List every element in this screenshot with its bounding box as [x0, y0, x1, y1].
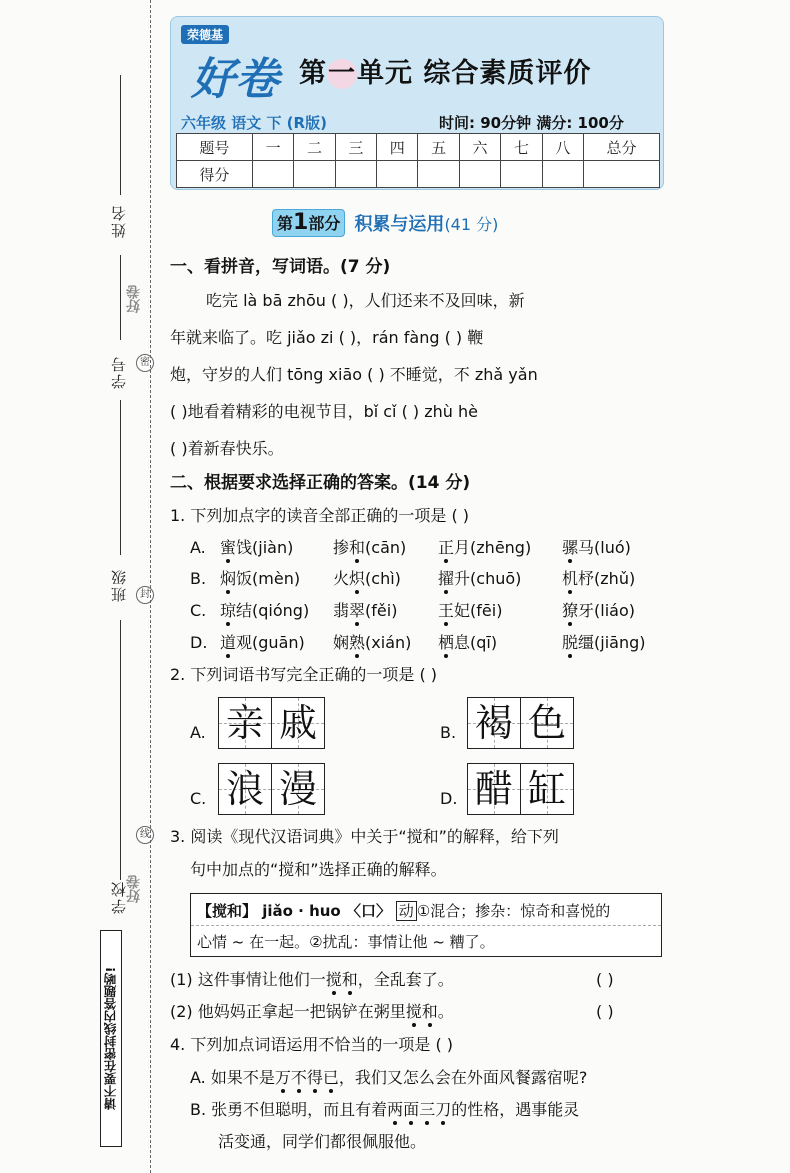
q2-4-option-b: B. 张勇不但聪明，而且有着两面三刀的性格，遇事能灵 [190, 1100, 580, 1119]
q2-heading: 二、根据要求选择正确的答案。(14 分) [170, 473, 471, 493]
option-letter: D. [190, 633, 208, 652]
part-score: (41 分) [444, 215, 499, 234]
char-cell: 浪 [219, 764, 271, 814]
time-info: 时间: 90分钟 满分: 100分 [439, 114, 624, 132]
char-cell: 漫 [271, 764, 324, 814]
char-cell: 亲 [219, 698, 271, 748]
cell: 得分 [177, 161, 253, 188]
q2-3-stem-1: 3. 阅读《现代汉语词典》中关于“搅和”的解释，给下列 [170, 827, 559, 846]
answer-blank[interactable]: ( ) [596, 970, 614, 989]
brand-badge: 荣德基 [181, 25, 229, 44]
part-num: 1 [293, 210, 309, 235]
option-word: 道观(guān) [220, 633, 305, 652]
option-letter: D. [440, 789, 458, 808]
q1-line: 年就来临了。吃 jiǎo zi ( )，rán fàng ( ) 鞭 [170, 328, 484, 347]
option-word: 焖饭(mèn) [220, 569, 301, 588]
seal-mark-feng: 封 [136, 586, 154, 604]
class-line [120, 400, 121, 555]
seal-mark-xian: 线 [136, 826, 154, 844]
option-word: 脱缰(jiāng) [562, 633, 646, 652]
score-cell[interactable] [335, 161, 376, 188]
q2-3-item-1: (1) 这件事情让他们一搅和，全乱套了。 [170, 970, 454, 989]
char-cell: 色 [520, 698, 573, 748]
score-table-row [177, 134, 660, 161]
option-letter: A. [190, 538, 206, 557]
option-word: 骡马(luó) [562, 538, 631, 557]
dotted-word: 万不得已 [274, 1068, 339, 1087]
option-word: 掺和(cān) [333, 538, 407, 557]
score-cell[interactable] [294, 161, 335, 188]
number-label: 学号 [110, 355, 128, 389]
score-cell[interactable] [418, 161, 459, 188]
option-word: 火炽(chì) [333, 569, 401, 588]
cell: 七 [501, 134, 542, 161]
title-part-c: 单元 综合素质评价 [357, 58, 592, 89]
char-cell: 醋 [468, 764, 520, 814]
option-letter: B. [440, 723, 457, 742]
cell: 一 [252, 134, 293, 161]
char-box-a [218, 697, 325, 749]
number-line [120, 255, 121, 340]
q1-line: 吃完 là bā zhōu ( )，人们还来不及回味，新 [206, 291, 525, 310]
option-word: 獠牙(liáo) [562, 601, 635, 620]
option-letter: A. [190, 723, 206, 742]
cell: 五 [418, 134, 459, 161]
dotted-word: 搅和 [405, 1002, 438, 1021]
score-cell[interactable] [459, 161, 500, 188]
cell: 题号 [177, 134, 253, 161]
q2-2-stem: 2. 下列词语书写完全正确的一项是 ( ) [170, 665, 438, 684]
char-box-b [467, 697, 574, 749]
dotted-word: 搅和 [325, 970, 358, 989]
school-label: 学校 [110, 880, 128, 914]
def-line-1 [197, 900, 610, 921]
option-word: 擢升(chuō) [438, 569, 522, 588]
score-cell[interactable] [584, 161, 660, 188]
school-line [120, 620, 121, 880]
option-word: 正月(zhēng) [438, 538, 532, 557]
q1-heading: 一、看拼音，写词语。(7 分) [170, 257, 391, 277]
option-letter: C. [190, 601, 207, 620]
option-letter: C. [190, 789, 207, 808]
option-word: 翡翠(fěi) [333, 601, 398, 620]
title-part-a: 第 [299, 58, 327, 89]
cell: 六 [459, 134, 500, 161]
pos-tag: 动 [396, 901, 417, 921]
score-cell[interactable] [542, 161, 583, 188]
option-word: 琼结(qióng) [220, 601, 310, 620]
part-prefix: 第 [277, 214, 294, 233]
q2-4-option-a: A. 如果不是万不得已，我们又怎么会在外面风餐露宿呢? [190, 1068, 588, 1087]
logo: 好卷 [191, 54, 279, 105]
q1-line: ( )地看着精彩的电视节目，bǐ cǐ ( ) zhù hè [170, 402, 478, 421]
exam-header [170, 16, 664, 190]
cell: 八 [542, 134, 583, 161]
title-part-b: 一 [328, 58, 356, 89]
name-label: 姓名 [110, 204, 128, 238]
option-word: 王妃(fēi) [438, 601, 503, 620]
score-cell[interactable] [252, 161, 293, 188]
binding-strip [0, 0, 150, 1173]
dictionary-entry [190, 893, 662, 957]
score-table [176, 133, 660, 188]
part-suffix: 部分 [308, 214, 341, 233]
score-table-row [177, 161, 660, 188]
answer-blank[interactable]: ( ) [596, 1002, 614, 1021]
char-cell: 缸 [520, 764, 573, 814]
cell: 总分 [584, 134, 660, 161]
seal-line [150, 0, 151, 1173]
q2-4-stem: 4. 下列加点词语运用不恰当的一项是 ( ) [170, 1035, 454, 1054]
cell: 三 [335, 134, 376, 161]
score-cell[interactable] [377, 161, 418, 188]
q2-4-option-b-cont: 活变通，同学们都很佩服他。 [218, 1132, 427, 1151]
unit-title [299, 51, 591, 90]
option-word: 娴熟(xián) [333, 633, 412, 652]
seal-mark-mi: 密 [136, 354, 154, 372]
def-sense-1: ①混合；掺杂：惊奇和喜悦的 [416, 902, 611, 920]
name-line [120, 75, 121, 195]
def-line-2: 心情 ~ 在一起。②扰乱：事情让他 ~ 糟了。 [197, 933, 495, 951]
dotted-word: 两面三刀 [387, 1100, 452, 1119]
q1-line: ( )着新春快乐。 [170, 439, 284, 458]
q1-line: 炮，守岁的人们 tōng xiāo ( ) 不睡觉，不 zhǎ yǎn [170, 365, 538, 384]
part-heading [272, 209, 498, 237]
class-label: 班级 [110, 568, 128, 602]
q2-3-stem-2: 句中加点的“搅和”选择正确的解释。 [190, 860, 447, 879]
part-title-text: 积累与运用 [354, 214, 445, 235]
binding-logo: 好卷 [126, 285, 142, 313]
def-head: 【搅和】 jiǎo · huo 〈口〉 [197, 902, 391, 920]
part-title [354, 210, 498, 236]
grade-info: 六年级 语文 下 (R版) [181, 114, 327, 132]
cell: 四 [377, 134, 418, 161]
option-letter: B. [190, 569, 207, 588]
char-cell: 褐 [468, 698, 520, 748]
option-word: 机杼(zhǔ) [562, 569, 636, 588]
warning-note: 请不要在密封线内答题哟! [100, 930, 122, 1147]
binding-logo-2: 好卷 [126, 875, 142, 903]
score-cell[interactable] [501, 161, 542, 188]
char-cell: 戚 [271, 698, 324, 748]
part-badge [272, 209, 345, 237]
char-box-d [467, 763, 574, 815]
option-word: 栖息(qī) [438, 633, 498, 652]
q2-1-stem: 1. 下列加点字的读音全部正确的一项是 ( ) [170, 506, 470, 525]
char-box-c [218, 763, 325, 815]
cell: 二 [294, 134, 335, 161]
option-word: 蜜饯(jiàn) [220, 538, 294, 557]
q2-3-item-2: (2) 他妈妈正拿起一把锅铲在粥里搅和。 [170, 1002, 454, 1021]
